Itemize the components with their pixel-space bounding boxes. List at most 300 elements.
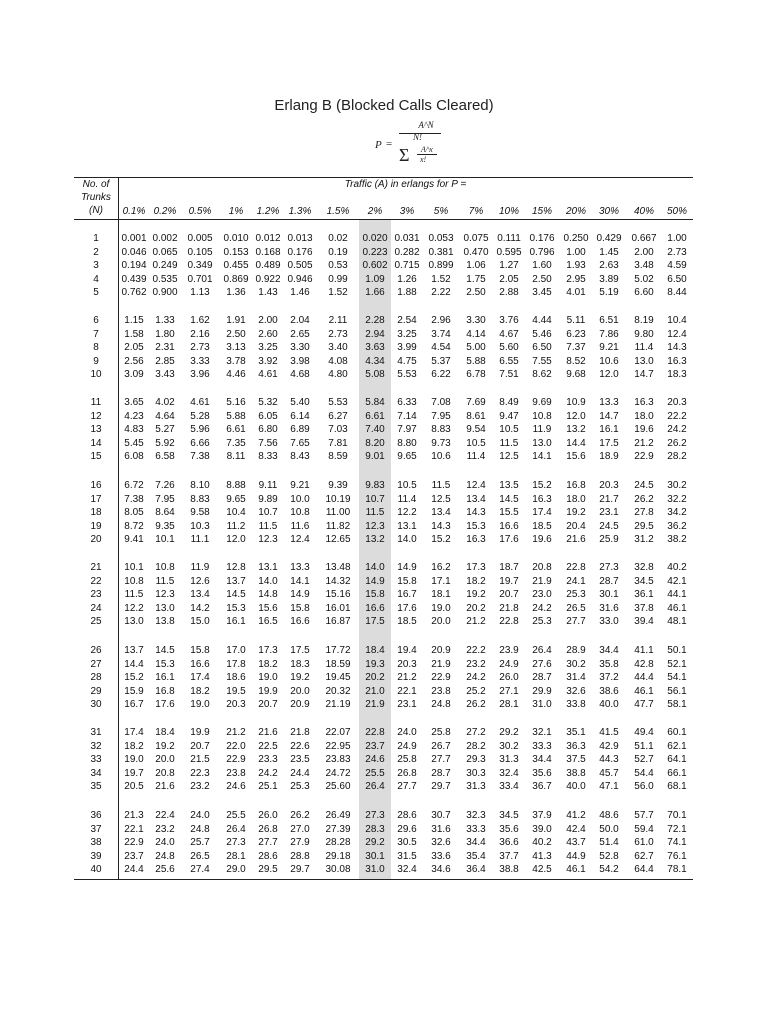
traffic-cell: 2.50 (466, 287, 486, 298)
traffic-cell: 18.2 (124, 740, 144, 752)
traffic-cell: 5.88 (466, 355, 486, 367)
trunks-cell: 15 (90, 451, 102, 462)
traffic-cell: 1.46 (290, 287, 310, 298)
traffic-cell: 18.1 (431, 589, 451, 600)
traffic-cell: 18.4 (365, 645, 385, 656)
traffic-cell: 39.0 (532, 823, 552, 835)
traffic-cell: 12.3 (365, 520, 385, 532)
traffic-cell: 24.2 (466, 672, 486, 683)
traffic-cell: 45.7 (599, 767, 619, 779)
traffic-cell: 23.7 (124, 850, 144, 862)
traffic-cell: 13.48 (325, 562, 351, 573)
trunks-cell: 13 (90, 424, 102, 435)
trunks-header-line-2: Trunks (81, 192, 111, 203)
traffic-cell: 0.439 (121, 273, 147, 285)
traffic-cell: 0.250 (563, 233, 589, 244)
traffic-cell: 29.7 (431, 781, 451, 792)
traffic-cell: 13.3 (599, 397, 619, 408)
traffic-cell: 29.6 (397, 823, 417, 835)
traffic-cell: 21.8 (499, 602, 519, 614)
traffic-cell: 74.1 (667, 837, 687, 848)
traffic-cell: 18.5 (532, 520, 552, 532)
traffic-cell: 34.2 (667, 507, 687, 518)
traffic-cell: 24.8 (431, 699, 451, 710)
traffic-cell: 29.5 (634, 520, 654, 532)
traffic-cell: 20.3 (667, 397, 687, 408)
traffic-cell: 21.2 (466, 616, 486, 627)
traffic-cell: 37.7 (499, 850, 519, 862)
traffic-cell: 30.7 (431, 810, 451, 821)
traffic-cell: 21.9 (431, 658, 451, 670)
traffic-cell: 11.4 (397, 493, 417, 505)
traffic-cell: 18.5 (397, 616, 417, 627)
traffic-cell: 31.0 (532, 699, 552, 710)
column-header: 1.5% (326, 206, 350, 217)
traffic-cell: 70.1 (667, 810, 687, 821)
traffic-cell: 3.89 (599, 273, 619, 285)
traffic-cell: 31.0 (365, 864, 385, 875)
traffic-cell: 25.3 (532, 616, 552, 627)
traffic-cell: 64.1 (667, 754, 687, 765)
traffic-cell: 18.2 (190, 685, 210, 697)
traffic-cell: 5.96 (190, 424, 210, 435)
traffic-cell: 15.16 (325, 589, 351, 600)
traffic-cell: 25.7 (190, 837, 210, 848)
traffic-cell: 1.00 (566, 246, 586, 258)
column-header: 1% (228, 206, 244, 217)
traffic-cell: 5.19 (599, 287, 619, 298)
traffic-cell: 15.8 (397, 575, 417, 587)
traffic-cell: 4.67 (499, 328, 519, 340)
traffic-cell: 22.9 (226, 754, 246, 765)
traffic-cell: 14.3 (667, 342, 687, 353)
traffic-cell: 2.85 (155, 355, 175, 367)
traffic-cell: 17.8 (226, 658, 246, 670)
traffic-cell: 5.45 (124, 437, 144, 449)
traffic-cell: 0.946 (287, 273, 313, 285)
table-row (0, 685, 768, 698)
traffic-cell: 27.3 (365, 810, 385, 821)
traffic-cell: 13.0 (155, 602, 175, 614)
traffic-cell: 36.1 (634, 589, 654, 600)
traffic-cell: 38.8 (499, 864, 519, 875)
traffic-cell: 27.9 (290, 837, 310, 848)
table-row (0, 368, 768, 381)
traffic-cell: 21.3 (124, 810, 144, 821)
traffic-cell: 13.4 (466, 493, 486, 505)
traffic-cell: 12.2 (124, 602, 144, 614)
traffic-cell: 3.99 (397, 342, 417, 353)
traffic-cell: 6.78 (466, 369, 486, 380)
traffic-cell: 4.08 (328, 355, 348, 367)
traffic-cell: 33.4 (499, 781, 519, 792)
table-row (0, 396, 768, 409)
traffic-cell: 6.08 (124, 451, 144, 462)
traffic-cell: 20.2 (365, 672, 385, 683)
traffic-cell: 2.95 (566, 273, 586, 285)
traffic-cell: 0.762 (121, 287, 147, 298)
trunks-cell: 32 (90, 740, 102, 752)
traffic-cell: 3.30 (466, 315, 486, 326)
traffic-cell: 24.2 (667, 424, 687, 435)
traffic-cell: 28.9 (566, 645, 586, 656)
traffic-cell: 0.505 (287, 260, 313, 271)
traffic-cell: 20.5 (124, 781, 144, 792)
traffic-cell: 1.62 (190, 315, 210, 326)
traffic-cell: 8.59 (328, 451, 348, 462)
trunks-cell: 19 (90, 520, 102, 532)
traffic-cell: 22.6 (290, 740, 310, 752)
traffic-cell: 29.7 (290, 864, 310, 875)
traffic-cell: 17.1 (431, 575, 451, 587)
traffic-cell: 16.7 (397, 589, 417, 600)
traffic-cell: 0.111 (497, 233, 521, 244)
traffic-cell: 3.45 (532, 287, 552, 298)
column-header: 10% (498, 206, 519, 217)
traffic-cell: 0.701 (187, 273, 213, 285)
traffic-cell: 3.63 (365, 342, 385, 353)
traffic-cell: 30.2 (566, 658, 586, 670)
traffic-cell: 11.82 (325, 520, 351, 532)
traffic-cell: 76.1 (667, 850, 687, 862)
traffic-cell: 15.8 (290, 602, 310, 614)
traffic-cell: 15.2 (431, 534, 451, 545)
traffic-cell: 26.4 (365, 781, 385, 792)
traffic-cell: 14.32 (325, 575, 351, 587)
traffic-cell: 22.1 (397, 685, 417, 697)
traffic-cell: 72.1 (667, 823, 687, 835)
traffic-cell: 7.26 (155, 480, 175, 491)
traffic-cell: 0.012 (255, 233, 281, 244)
traffic-cell: 4.83 (124, 424, 144, 435)
traffic-cell: 1.93 (566, 260, 586, 271)
traffic-cell: 24.8 (155, 850, 175, 862)
traffic-cell: 11.5 (431, 480, 451, 491)
traffic-cell: 24.9 (397, 740, 417, 752)
traffic-cell: 32.4 (397, 864, 417, 875)
traffic-cell: 0.194 (121, 260, 147, 271)
traffic-cell: 29.2 (365, 837, 385, 848)
traffic-cell: 3.40 (328, 342, 348, 353)
traffic-cell: 5.92 (155, 437, 175, 449)
traffic-cell: 9.35 (155, 520, 175, 532)
traffic-cell: 19.9 (258, 685, 278, 697)
traffic-cell: 18.6 (226, 672, 246, 683)
trunks-cell: 17 (90, 493, 102, 505)
traffic-cell: 7.69 (466, 397, 486, 408)
traffic-cell: 9.73 (431, 437, 451, 449)
table-row (0, 479, 768, 492)
traffic-cell: 19.2 (466, 589, 486, 600)
traffic-cell: 19.5 (226, 685, 246, 697)
traffic-cell: 8.19 (634, 315, 654, 326)
trunks-cell: 8 (93, 342, 99, 353)
traffic-cell: 5.46 (532, 328, 552, 340)
traffic-cell: 10.5 (466, 437, 486, 449)
traffic-cell: 16.1 (155, 672, 175, 683)
traffic-cell: 28.7 (599, 575, 619, 587)
traffic-cell: 21.0 (365, 685, 385, 697)
column-header: 20% (565, 206, 586, 217)
trunks-cell: 39 (90, 850, 102, 862)
traffic-cell: 19.2 (155, 740, 175, 752)
table-row (0, 493, 768, 506)
traffic-cell: 26.8 (397, 767, 417, 779)
traffic-cell: 7.55 (532, 355, 552, 367)
traffic-cell: 3.30 (290, 342, 310, 353)
traffic-cell: 41.1 (634, 645, 654, 656)
traffic-cell: 27.3 (226, 837, 246, 848)
traffic-cell: 15.3 (155, 658, 175, 670)
trunks-cell: 18 (90, 507, 102, 518)
traffic-cell: 27.7 (258, 837, 278, 848)
traffic-cell: 16.3 (466, 534, 486, 545)
traffic-cell: 17.5 (290, 645, 310, 656)
traffic-cell: 17.3 (258, 645, 278, 656)
table-row (0, 726, 768, 739)
table-row (0, 328, 768, 341)
traffic-cell: 34.4 (599, 645, 619, 656)
traffic-cell: 41.5 (599, 727, 619, 738)
traffic-cell: 14.5 (226, 589, 246, 600)
traffic-cell: 3.43 (155, 369, 175, 380)
traffic-cell: 43.7 (566, 837, 586, 848)
traffic-cell: 0.900 (152, 287, 178, 298)
table-top-rule (74, 177, 693, 178)
traffic-cell: 14.3 (431, 520, 451, 532)
traffic-cell: 0.489 (255, 260, 281, 271)
traffic-cell: 0.001 (121, 233, 147, 244)
traffic-cell: 7.97 (397, 424, 417, 435)
traffic-cell: 22.07 (325, 727, 351, 738)
traffic-cell: 22.8 (566, 562, 586, 573)
traffic-cell: 25.60 (325, 781, 351, 792)
traffic-cell: 4.46 (226, 369, 246, 380)
traffic-cell: 0.282 (394, 246, 420, 258)
traffic-cell: 22.5 (258, 740, 278, 752)
trunks-cell: 27 (90, 658, 102, 670)
traffic-cell: 7.95 (155, 493, 175, 505)
traffic-cell: 2.16 (190, 328, 210, 340)
traffic-cell: 15.5 (499, 507, 519, 518)
traffic-cell: 36.2 (667, 520, 687, 532)
traffic-cell: 0.002 (152, 233, 178, 244)
trunks-cell: 5 (93, 287, 99, 298)
traffic-cell: 27.3 (599, 562, 619, 573)
traffic-cell: 10.3 (190, 520, 210, 532)
traffic-cell: 29.3 (466, 754, 486, 765)
traffic-header: Traffic (A) in erlangs for P = (344, 179, 467, 190)
traffic-cell: 24.4 (124, 864, 144, 875)
traffic-cell: 36.3 (566, 740, 586, 752)
traffic-cell: 1.13 (190, 287, 210, 298)
traffic-cell: 8.20 (365, 437, 385, 449)
traffic-cell: 35.6 (499, 823, 519, 835)
traffic-cell: 23.5 (290, 754, 310, 765)
traffic-cell: 0.075 (463, 233, 489, 244)
traffic-cell: 40.2 (532, 837, 552, 848)
column-header: 3% (399, 206, 415, 217)
traffic-cell: 2.50 (226, 328, 246, 340)
traffic-cell: 41.2 (566, 810, 586, 821)
traffic-cell: 20.3 (599, 480, 619, 491)
traffic-cell: 4.80 (328, 369, 348, 380)
table-row (0, 850, 768, 863)
traffic-cell: 14.2 (190, 602, 210, 614)
traffic-cell: 0.455 (223, 260, 249, 271)
traffic-cell: 1.36 (226, 287, 246, 298)
traffic-cell: 6.27 (328, 410, 348, 422)
traffic-cell: 3.74 (431, 328, 451, 340)
traffic-cell: 1.15 (124, 315, 144, 326)
traffic-cell: 9.65 (397, 451, 417, 462)
traffic-cell: 9.41 (124, 534, 144, 545)
trunks-cell: 23 (90, 589, 102, 600)
traffic-cell: 25.3 (566, 589, 586, 600)
traffic-cell: 26.4 (226, 823, 246, 835)
traffic-cell: 32.1 (532, 727, 552, 738)
traffic-cell: 37.9 (532, 810, 552, 821)
traffic-cell: 2.28 (365, 315, 385, 326)
traffic-cell: 14.5 (155, 645, 175, 656)
traffic-cell: 20.7 (190, 740, 210, 752)
traffic-cell: 20.8 (532, 562, 552, 573)
traffic-cell: 6.72 (124, 480, 144, 491)
traffic-cell: 0.602 (362, 260, 388, 271)
traffic-cell: 16.3 (634, 397, 654, 408)
traffic-cell: 7.86 (599, 328, 619, 340)
traffic-cell: 31.2 (634, 534, 654, 545)
traffic-cell: 29.5 (258, 864, 278, 875)
traffic-cell: 54.1 (667, 672, 687, 683)
trunks-header-line-1: No. of (82, 179, 110, 190)
traffic-cell: 13.3 (290, 562, 310, 573)
traffic-cell: 42.9 (599, 740, 619, 752)
traffic-cell: 44.9 (566, 850, 586, 862)
trunks-header-line-3: (N) (89, 205, 103, 216)
traffic-cell: 7.08 (431, 397, 451, 408)
traffic-cell: 6.51 (599, 315, 619, 326)
traffic-cell: 2.00 (634, 246, 654, 258)
traffic-cell: 2.60 (258, 328, 278, 340)
traffic-cell: 48.6 (599, 810, 619, 821)
traffic-cell: 37.2 (599, 672, 619, 683)
traffic-cell: 17.5 (365, 616, 385, 627)
traffic-cell: 61.0 (634, 837, 654, 848)
table-row (0, 355, 768, 368)
traffic-cell: 4.61 (258, 369, 278, 380)
traffic-cell: 7.35 (226, 437, 246, 449)
traffic-cell: 56.0 (634, 781, 654, 792)
traffic-cell: 11.5 (155, 575, 175, 587)
traffic-cell: 40.0 (566, 781, 586, 792)
traffic-cell: 17.4 (124, 727, 144, 738)
traffic-cell: 10.1 (155, 534, 175, 545)
traffic-cell: 1.91 (226, 315, 246, 326)
table-row (0, 423, 768, 436)
traffic-cell: 3.76 (499, 315, 519, 326)
traffic-cell: 46.1 (667, 602, 687, 614)
traffic-cell: 32.4 (499, 767, 519, 779)
traffic-cell: 4.61 (190, 397, 210, 408)
traffic-cell: 20.9 (290, 699, 310, 710)
traffic-cell: 60.1 (667, 727, 687, 738)
table-row (0, 410, 768, 423)
traffic-cell: 11.5 (124, 589, 144, 600)
traffic-cell: 12.5 (431, 493, 451, 505)
traffic-cell: 38.8 (566, 767, 586, 779)
traffic-cell: 23.7 (365, 740, 385, 752)
traffic-cell: 26.8 (258, 823, 278, 835)
traffic-cell: 52.8 (599, 850, 619, 862)
traffic-cell: 0.010 (223, 233, 249, 244)
traffic-cell: 29.0 (226, 864, 246, 875)
trunks-cell: 29 (90, 685, 102, 697)
traffic-cell: 27.2 (466, 727, 486, 738)
traffic-cell: 0.595 (496, 246, 522, 258)
traffic-cell: 9.39 (328, 480, 348, 491)
traffic-cell: 34.4 (532, 754, 552, 765)
table-row (0, 533, 768, 546)
table-row (0, 615, 768, 628)
traffic-cell: 5.40 (290, 397, 310, 408)
traffic-cell: 52.7 (634, 754, 654, 765)
traffic-cell: 21.19 (325, 699, 351, 710)
traffic-cell: 9.11 (258, 480, 278, 491)
traffic-cell: 23.8 (226, 767, 246, 779)
traffic-cell: 14.7 (599, 410, 619, 422)
traffic-cell: 42.5 (532, 864, 552, 875)
traffic-cell: 23.83 (325, 754, 351, 765)
traffic-cell: 12.4 (667, 328, 687, 340)
trunks-cell: 35 (90, 781, 102, 792)
traffic-cell: 13.8 (155, 616, 175, 627)
traffic-cell: 19.7 (499, 575, 519, 587)
traffic-cell: 27.7 (431, 754, 451, 765)
traffic-cell: 12.4 (290, 534, 310, 545)
traffic-cell: 15.9 (124, 685, 144, 697)
traffic-cell: 1.00 (667, 233, 687, 244)
traffic-cell: 0.176 (287, 246, 313, 258)
traffic-cell: 26.5 (190, 850, 210, 862)
traffic-cell: 4.75 (397, 355, 417, 367)
traffic-cell: 13.4 (431, 507, 451, 518)
traffic-cell: 24.0 (155, 837, 175, 848)
traffic-cell: 32.8 (634, 562, 654, 573)
formula-sum-denominator: x! (420, 155, 427, 164)
traffic-cell: 14.7 (634, 369, 654, 380)
table-row (0, 740, 768, 753)
traffic-cell: 26.2 (290, 810, 310, 821)
traffic-cell: 22.8 (499, 616, 519, 627)
traffic-cell: 0.899 (428, 260, 454, 271)
traffic-cell: 21.2 (397, 672, 417, 683)
traffic-cell: 36.7 (532, 781, 552, 792)
traffic-cell: 0.869 (223, 273, 249, 285)
traffic-cell: 2.00 (258, 315, 278, 326)
traffic-cell: 4.01 (566, 287, 586, 298)
traffic-cell: 21.6 (566, 534, 586, 545)
traffic-cell: 6.22 (431, 369, 451, 380)
traffic-cell: 2.50 (532, 273, 552, 285)
traffic-cell: 15.8 (190, 645, 210, 656)
traffic-cell: 2.96 (431, 315, 451, 326)
traffic-cell: 22.8 (365, 727, 385, 738)
traffic-cell: 28.2 (667, 451, 687, 462)
traffic-cell: 5.60 (499, 342, 519, 353)
traffic-cell: 21.9 (365, 699, 385, 710)
traffic-cell: 32.3 (466, 810, 486, 821)
